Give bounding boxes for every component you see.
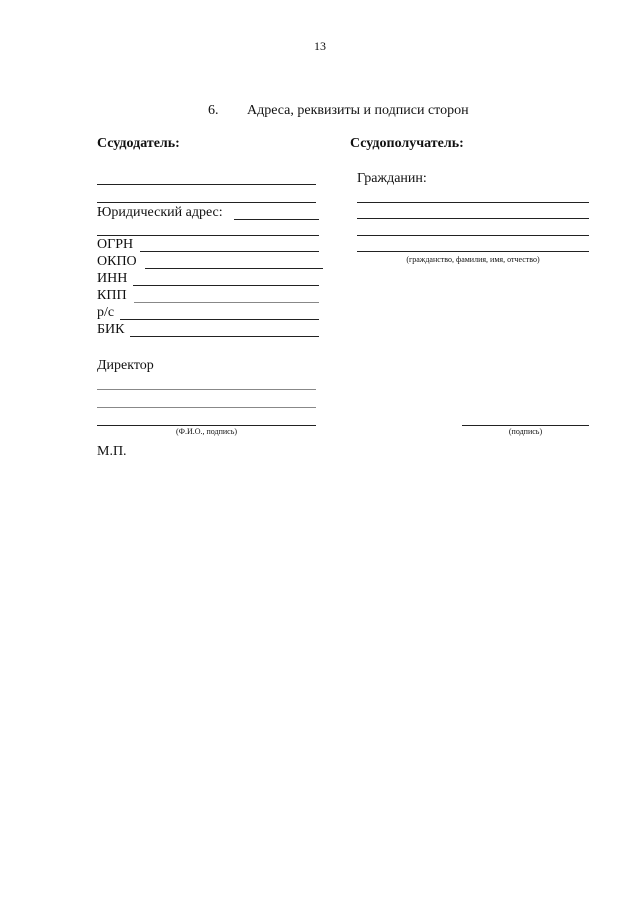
borrower-signature-line[interactable] [462,425,589,426]
legal-address-label: Юридический адрес: [97,205,223,220]
inn-line[interactable] [133,285,319,286]
lender-signature-line[interactable] [97,425,316,426]
lender-signature-caption: (Ф.И.О., подпись) [175,427,238,436]
inn-label: ИНН [97,271,128,286]
director-label: Директор [97,358,154,373]
borrower-heading: Ссудополучатель: [350,136,464,151]
director-line-2[interactable] [97,407,316,408]
okpo-label: ОКПО [97,254,137,269]
section-title: Адреса, реквизиты и подписи сторон [247,103,469,118]
citizen-label: Гражданин: [357,171,427,186]
kpp-line[interactable] [134,302,319,303]
section-number: 6. [208,103,219,118]
account-line[interactable] [120,319,319,320]
citizen-line-4[interactable] [357,251,589,252]
bik-label: БИК [97,322,125,337]
legal-address-line-2[interactable] [97,235,319,236]
lender-heading: Ссудодатель: [97,136,180,151]
lender-name-line-1[interactable] [97,184,316,185]
bik-line[interactable] [130,336,319,337]
ogrn-label: ОГРН [97,237,134,252]
citizen-line-1[interactable] [357,202,589,203]
lender-name-line-2[interactable] [97,202,316,203]
citizen-line-3[interactable] [357,235,589,236]
account-label: р/с [97,305,115,320]
page-number: 13 [314,39,326,53]
borrower-signature-caption: (подпись) [508,427,543,436]
ogrn-line[interactable] [140,251,319,252]
director-line-1[interactable] [97,389,316,390]
okpo-line[interactable] [145,268,323,269]
kpp-label: КПП [97,288,127,303]
legal-address-line[interactable] [234,219,319,220]
citizen-caption: (гражданство, фамилия, имя, отчество) [406,255,540,264]
stamp-label: М.П. [97,444,127,459]
citizen-line-2[interactable] [357,218,589,219]
